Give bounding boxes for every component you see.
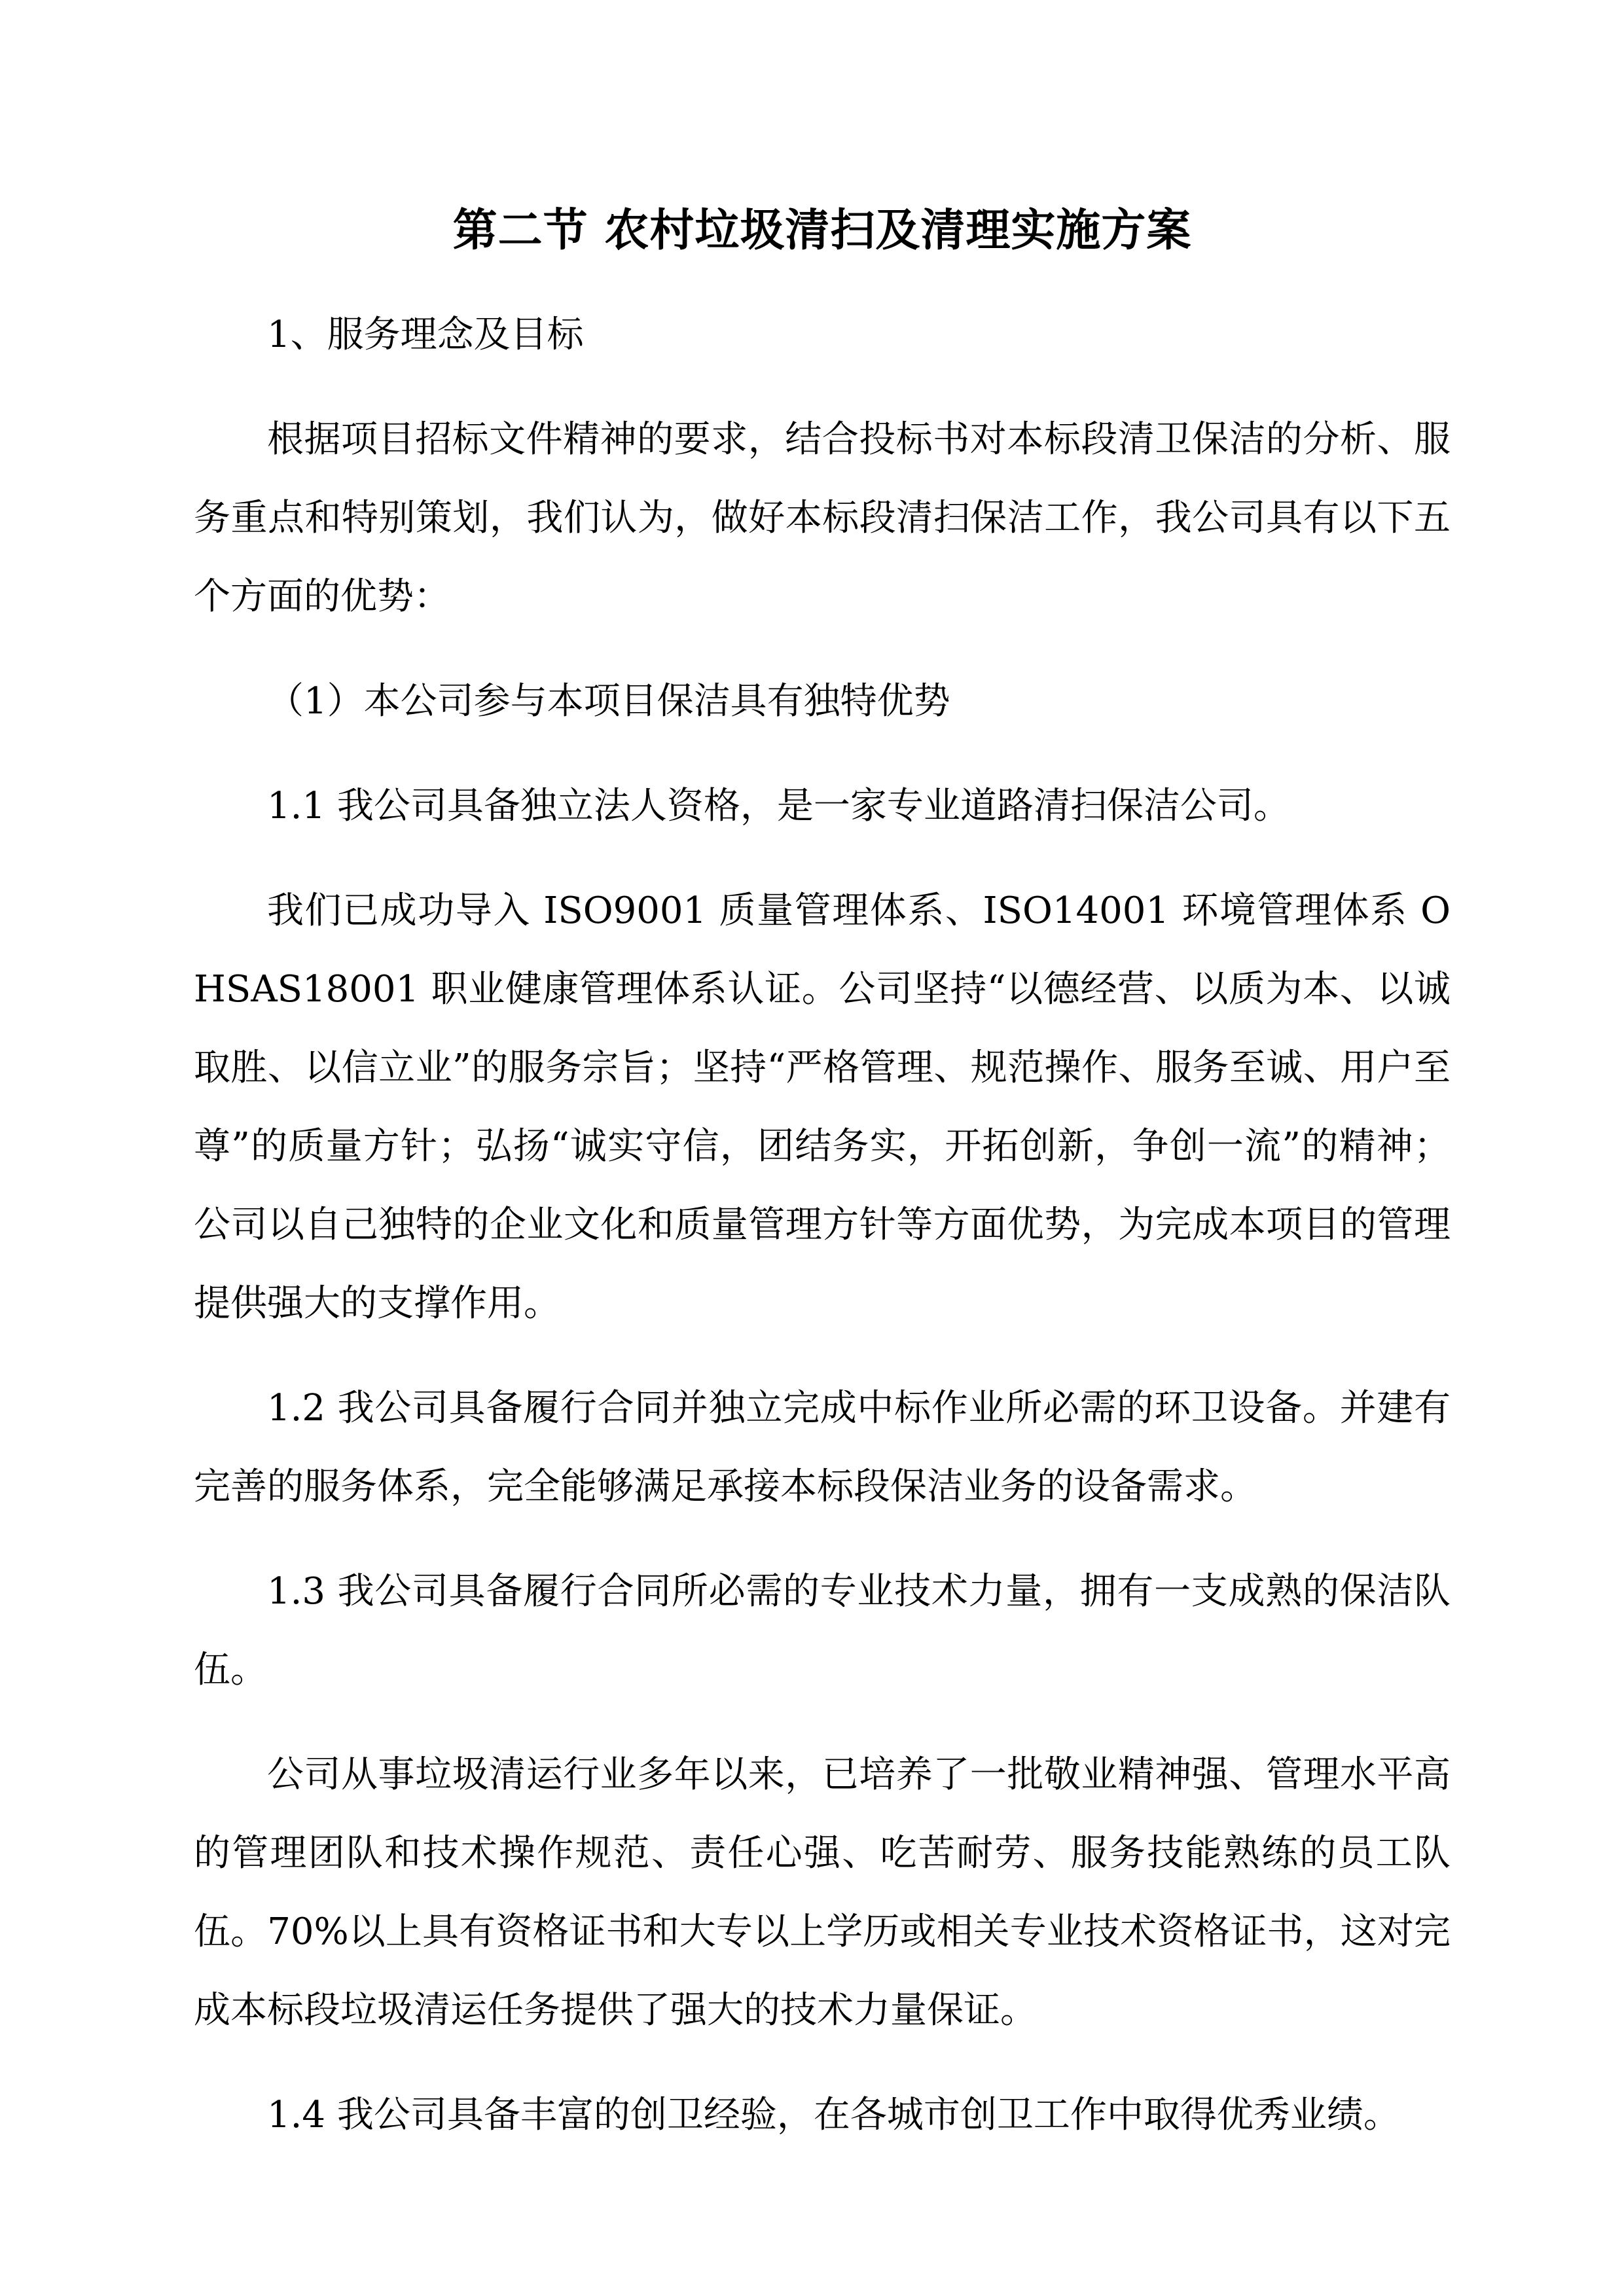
- paragraph-experience: 1.4 我公司具备丰富的创卫经验，在各城市创卫工作中取得优秀业绩。: [267, 2094, 1400, 2136]
- paragraph-technical-force: 1.3 我公司具备履行合同所必需的专业技术力量，拥有一支成熟的保洁队伍。: [194, 1570, 1451, 1691]
- paragraph-advantages-intro: 根据项目招标文件精神的要求，结合投标书对本标段清卫保洁的分析、服务重点和特别策划，我们认为，做好本标段清扫保洁工作，我公司具有以下五个方面的优势：: [194, 418, 1451, 618]
- paragraph-unique-advantage-heading: （1）本公司参与本项目保洁具有独特优势: [267, 680, 950, 723]
- paragraph-service-concept: 1、服务理念及目标: [267, 314, 584, 356]
- section-title: 第二节 农村垃圾清扫及清理实施方案: [452, 204, 1192, 257]
- paragraph-legal-entity: 1.1 我公司具备独立法人资格，是一家专业道路清扫保洁公司。: [267, 785, 1290, 827]
- paragraph-team: 公司从事垃圾清运行业多年以来，已培养了一批敬业精神强、管理水平高的管理团队和技术操作规范、责任心强、吃苦耐劳、服务技能熟练的员工队伍。70%以上具有资格证书和大专以上学历或相关专业技术资格证书，这对完成本标段垃圾清运任务提供了强大的技术力量保证。: [194, 1753, 1451, 2032]
- paragraph-equipment: 1.2 我公司具备履行合同并独立完成中标作业所必需的环卫设备。并建有完善的服务体系，完全能够满足承接本标段保洁业务的设备需求。: [194, 1387, 1451, 1508]
- paragraph-certifications: 我们已成功导入 ISO9001 质量管理体系、ISO14001 环境管理体系 OHSAS18001 职业健康管理体系认证。公司坚持“以德经营、以质为本、以诚取胜、以信立业”的服务宗旨；坚持“严格管理、规范操作、服务至诚、用户至尊”的质量方针；弘扬“诚实守信，团结务实，开拓创新，争创一流”的精神；公司以自己独特的企业文化和质量管理方针等方面优势，为完成本项目的管理提供强大的支撑作用。: [194, 889, 1451, 1325]
- document-body: [194, 191, 1451, 2155]
